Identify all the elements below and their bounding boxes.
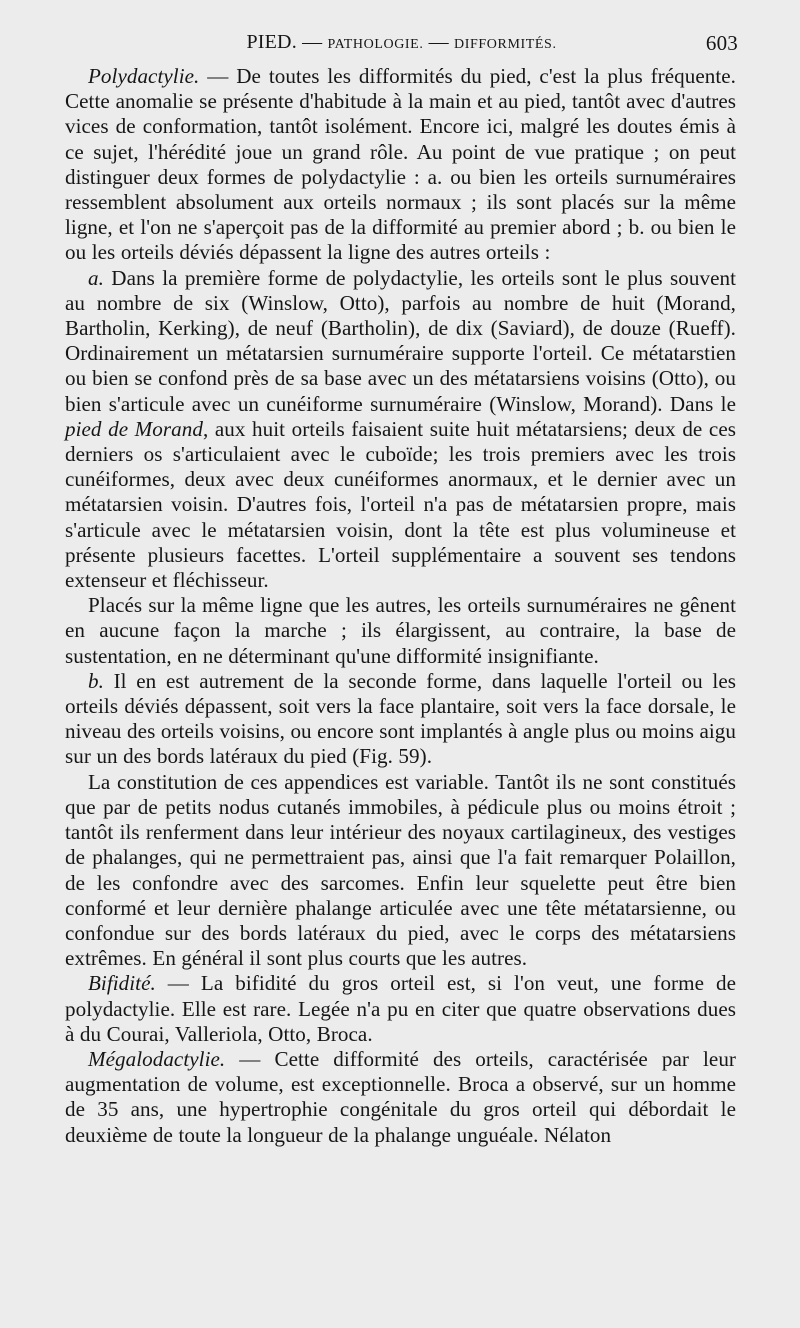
paragraph-forme-a [65, 266, 736, 594]
page-number: 603 [705, 31, 738, 55]
running-head-section: PATHOLOGIE. [327, 37, 424, 52]
section-heading-megalodactylie: Mégalodactylie. [88, 1046, 226, 1071]
paragraph-text: — La bifidité du gros orteil est, si l'on veut, une forme de polydactylie. Elle est rare. Legée n'a pu en citer que quatre observations dues à du Courai, Valleriola, Otto, Broca. [65, 971, 736, 1046]
paragraph-text: Placés sur la même ligne que les autres, les orteils surnuméraires ne gênent en aucune façon la marche ; ils élargissent, au contraire, la base de sustentation, en ne déterminant qu'une difformité insignifiante. [65, 593, 736, 668]
running-head-separator: — [428, 31, 449, 53]
italic-term-pied-de-morand: pied de Morand [65, 416, 203, 441]
running-head-subsection: DIFFORMITÉS. [454, 37, 557, 52]
section-heading-polydactylie: Polydactylie. [88, 64, 200, 88]
item-label-b: b. [88, 668, 104, 693]
paragraph-text: — Cette difformité des orteils, caractérisée par leur augmentation de volume, est exceptionnelle. Broca a observé, sur un homme de 35 ans, une hypertrophie congénitale du gros orteil qui débordait le deuxième de toute la longueur de la phalange unguéale. Nélaton [65, 1046, 736, 1147]
paragraph-text: La constitution de ces appendices est variable. Tantôt ils ne sont constitués que par de petits nodus cutanés immobiles, à pédicule plus ou moins étroit ; tantôt ils renferment dans leur intérieur des noyaux cartilagineux, des vestiges de phalanges, qui ne permettraient pas, ainsi que l'a fait remarquer Polaillon, de les confondre avec des sarcomes. Enfin leur squelette peut être bien conformé et leur dernière phalange articulée avec une tête métatarsienne, ou confondue sur des bords latéraux du pied, avec le corps des métatarsiens extrêmes. En général il sont plus courts que les autres. [65, 769, 736, 971]
paragraph-text: Dans la première forme de polydactylie, les orteils sont le plus souvent au nombre de six (Winslow, Otto), parfois au nombre de huit (Morand, Bartholin, Kerking), de neuf (Bartholin), de dix (Saviard), de douze (Rueff). Ordinairement un métatarsien surnuméraire supporte l'orteil. Ce métatarstien ou bien se confond près de sa base avec un des métatarsiens voisins (Otto), ou bien s'articule avec un cunéiforme surnuméraire (Winslow, Morand). Dans le [65, 265, 736, 416]
paragraph-bifidite [65, 971, 736, 1047]
paragraph-forme-b [65, 669, 736, 770]
paragraph-megalodactylie [65, 1047, 736, 1148]
paragraph-text: , aux huit orteils faisaient suite huit métatarsiens; deux de ces derniers os s'articulaient avec le cuboïde; les trois premiers avec les trois cunéiformes, deux avec deux cunéiformes anormaux, et le dernier avec un métatarsien voisin. D'autres fois, l'orteil n'a pas de métatarsien propre, mais s'articule avec le métatarsien voisin, dont la tête est plus volumineuse et présente plusieurs facettes. L'orteil supplémentaire a souvent ses tendons extenseur et fléchisseur. [65, 416, 736, 593]
body-text [65, 64, 736, 1148]
paragraph-meme-ligne [65, 593, 736, 669]
section-heading-bifidite: Bifidité. [88, 971, 156, 996]
paragraph-text: Il en est autrement de la seconde forme, dans laquelle l'orteil ou les orteils déviés dépassent, soit vers la face plantaire, soit vers la face dorsale, le niveau des orteils voisins, ou encore sont implantés à angle plus ou moins aigu sur un des bords latéraux du pied (Fig. 59). [65, 668, 736, 769]
running-head [65, 31, 738, 54]
paragraph-polydactylie [65, 64, 736, 266]
item-label-a: a. [88, 265, 104, 290]
running-head-separator: — [302, 31, 323, 53]
paragraph-constitution [65, 770, 736, 972]
page-header [65, 31, 738, 59]
running-head-main: PIED. [246, 31, 297, 53]
paragraph-text: — De toutes les difformités du pied, c'est la plus fréquente. Cette anomalie se présente d'habitude à la main et au pied, tantôt avec d'autres vices de conformation, tantôt isolément. Encore ici, malgré les doutes émis à ce sujet, l'hérédité joue un grand rôle. Au point de vue pratique ; on peut distinguer deux formes de polydactylie : a. ou bien les orteils surnuméraires ressemblent absolument aux orteils normaux ; ils sont placés sur la même ligne, et l'on ne s'aperçoit pas de la difformité au premier abord ; b. ou bien le ou les orteils déviés dépassent la ligne des autres orteils : [65, 64, 736, 265]
